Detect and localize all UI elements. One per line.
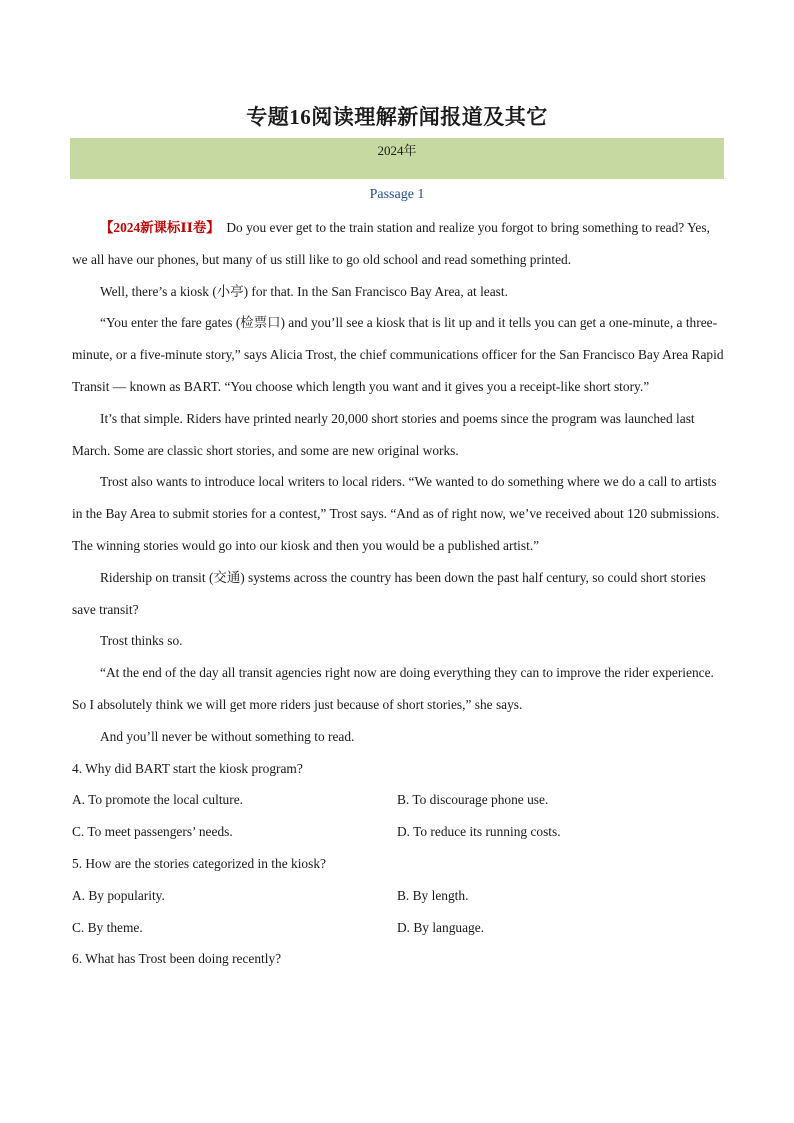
- paragraph-1-text: Do you ever get to the train station and realize you forgot to bring something to read? Yes, we all have our phones, but many of us still like to go old school and read something printed.: [72, 220, 710, 267]
- option-item: B. By length.: [397, 887, 469, 903]
- paragraph-5: Trost also wants to introduce local writers to local riders. “We wanted to do something where we do a call to artists in the Bay Area to submit stories for a contest,” Trost says. “And as of right now, we’ve received about 120 submissions. The winning stories would go into our kiosk and then you would be a published artist.”: [72, 474, 720, 553]
- option-item: C. By theme.: [72, 919, 143, 935]
- year-label: 2024年: [377, 143, 417, 158]
- paragraph-1: [72, 212, 724, 276]
- paragraph-4: It’s that simple. Riders have printed nearly 20,000 short stories and poems since the program was launched last March. Some are classic short stories, and some are new original works.: [72, 410, 695, 458]
- paragraph-7: Trost thinks so.: [100, 633, 183, 649]
- option-item: B. To discourage phone use.: [397, 792, 549, 808]
- paragraph-2: Well, there’s a kiosk (小亭) for that. In the San Francisco Bay Area, at least.: [100, 283, 508, 299]
- option-item: D. To reduce its running costs.: [397, 824, 561, 840]
- option-row: [72, 912, 724, 944]
- question-stem: 6. What has Trost been doing recently?: [72, 951, 282, 967]
- question-stem: 4. Why did BART start the kiosk program?: [72, 760, 303, 776]
- article-body: [72, 212, 724, 975]
- passage-heading: Passage 1: [369, 187, 425, 202]
- paragraph-8: “At the end of the day all transit agencies right now are doing everything they can to improve the rider experience. So I absolutely think we will get more riders just because of short stories,” she says.: [72, 665, 714, 712]
- question-stem: 5. How are the stories categorized in the kiosk?: [72, 855, 326, 871]
- paragraph-9: And you’ll never be without something to read.: [100, 728, 355, 744]
- option-row: [72, 880, 724, 912]
- option-row: [72, 816, 724, 848]
- paragraph-3: “You enter the fare gates (检票口) and you’ll see a kiosk that is lit up and it tells you can get a one-minute, a three-minute, or a five-minute story,” says Alicia Trost, the chief communications officer for the San Francisco Bay Area Rapid Transit — known as BART. “You choose which length you want and it gives you a receipt-like short story.”: [72, 315, 724, 394]
- option-row: [72, 784, 724, 816]
- paragraph-6: Ridership on transit (交通) systems across the country has been down the past half century, so could short stories save transit?: [72, 569, 706, 617]
- option-item: C. To meet passengers’ needs.: [72, 824, 233, 840]
- option-item: A. To promote the local culture.: [72, 792, 243, 808]
- option-item: A. By popularity.: [72, 887, 165, 903]
- source-tag: 【2024新课标ⅠⅠ卷】: [100, 220, 220, 235]
- option-item: D. By language.: [397, 919, 485, 935]
- page-title: 专题16阅读理解新闻报道及其它: [246, 105, 548, 129]
